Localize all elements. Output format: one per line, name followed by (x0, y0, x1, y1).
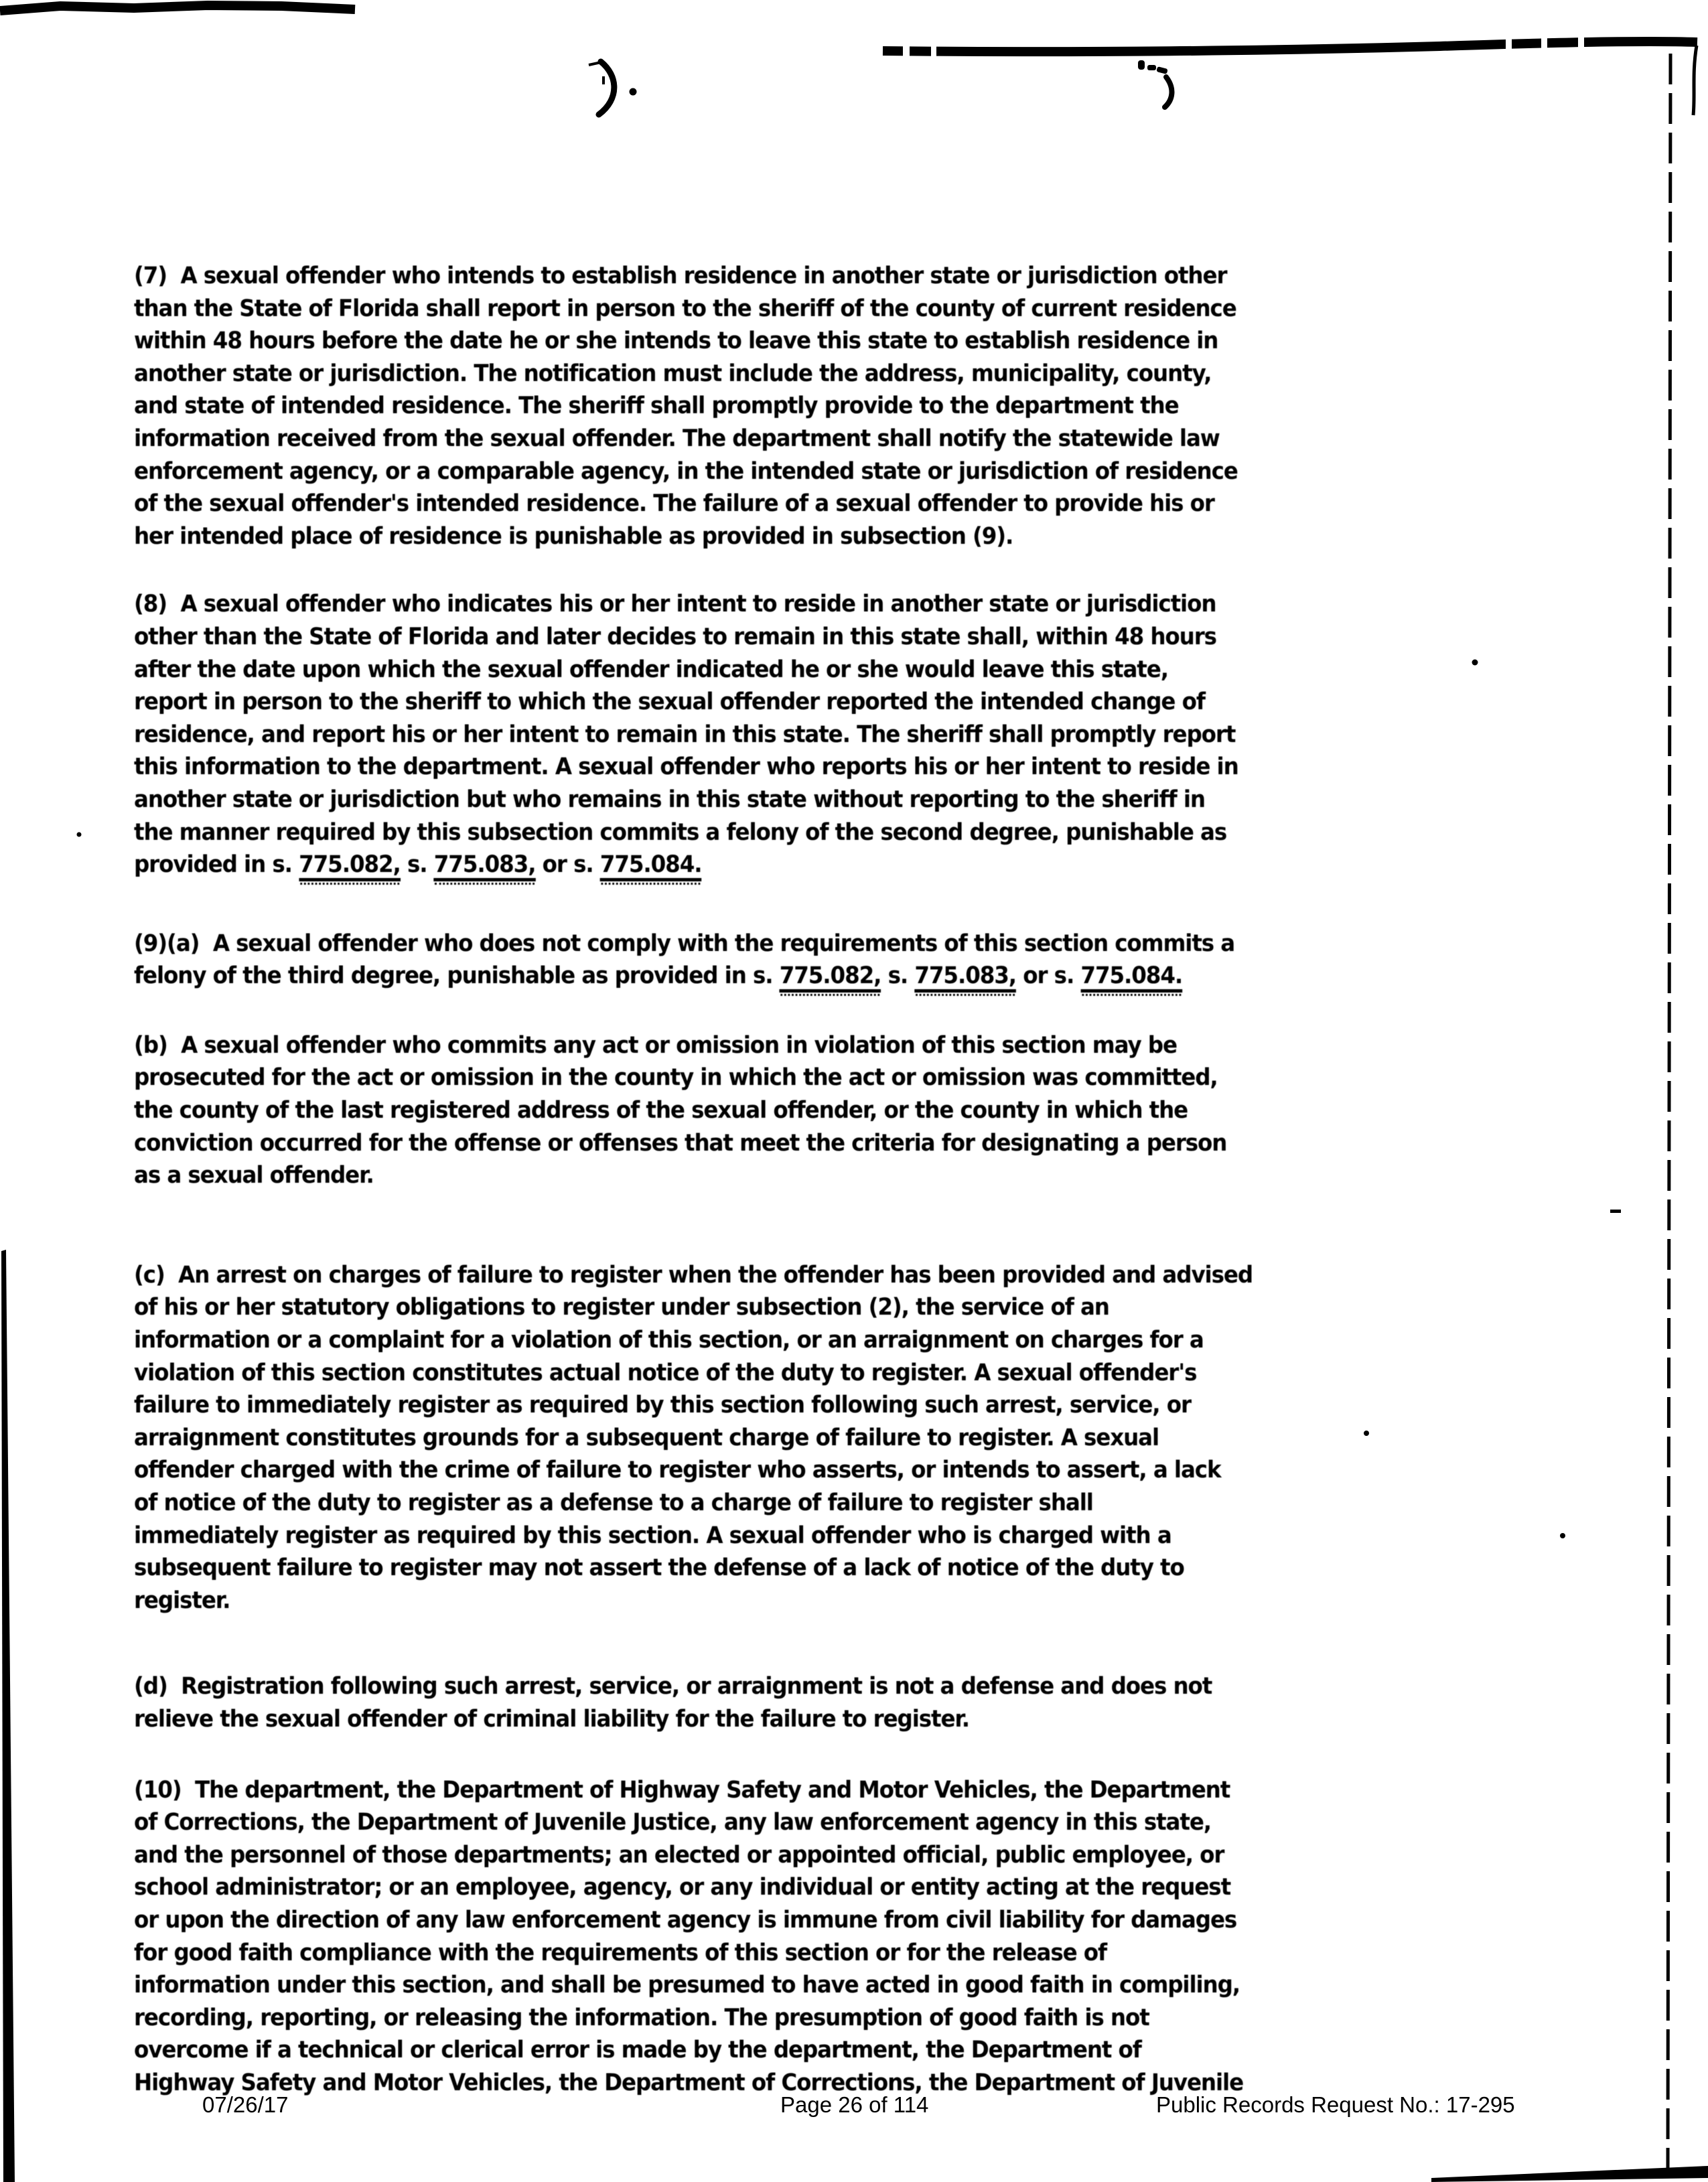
text-line: (c) An arrest on charges of failure to register when the offender has been provided and advised (134, 1261, 1253, 1289)
paragraph-b (134, 1029, 1567, 1192)
text-line: failure to immediately register as required by this section following such arrest, service, or (134, 1392, 1191, 1419)
paragraph-7 (134, 260, 1567, 553)
text-line: (10) The department, the Department of Highway Safety and Motor Vehicles, the Department (134, 1776, 1230, 1804)
bottom-right-scan-smear (1431, 2166, 1708, 2182)
top-right-line-hook (1693, 46, 1697, 115)
text-line: information or a complaint for a violation of this section, or an arraignment on charges for a (134, 1327, 1204, 1354)
footer-date: 07/26/17 (202, 2092, 289, 2117)
statute-citation: 775.082, (299, 851, 401, 881)
text-line: information received from the sexual offender. The department shall notify the statewide law (134, 425, 1220, 452)
statute-citation: 775.082, (780, 962, 881, 993)
text-line: register. (134, 1587, 230, 1614)
paragraph-10 (134, 1774, 1567, 2100)
text-line: recording, reporting, or releasing the information. The presumption of good faith is not (134, 2004, 1149, 2031)
statute-citation: 775.084. (1080, 962, 1182, 993)
text-line: her intended place of residence is punishable as provided in subsection (9). (134, 522, 1013, 550)
text-line: the county of the last registered address of the sexual offender, or the county in which the (134, 1097, 1188, 1124)
top-right-scan-line (883, 42, 1697, 52)
text-line: violation of this section constitutes actual notice of the duty to register. A sexual offender's (134, 1359, 1197, 1386)
statute-citation: 775.083, (434, 851, 536, 881)
text-line: Highway Safety and Motor Vehicles, the Department of Corrections, the Department of Juvenile (134, 2069, 1244, 2096)
text-line: of notice of the duty to register as a defense to a charge of failure to register shall (134, 1489, 1093, 1516)
top-right-scan-line-gaps (903, 32, 1584, 59)
document-body (134, 260, 1567, 2100)
text-line: than the State of Florida shall report in person to the sheriff of the county of current residence (134, 295, 1236, 322)
text-line: of the sexual offender's intended residence. The failure of a sexual offender to provide his or (134, 490, 1214, 518)
text-line: school administrator; or an employee, agency, or any individual or entity acting at the request (134, 1874, 1231, 1901)
text-line: or upon the direction of any law enforcement agency is immune from civil liability for damages (134, 1906, 1237, 1934)
curve-scan-mark (1138, 60, 1171, 107)
text-line: another state or jurisdiction but who remains in this state without reporting to the sheriff in (134, 786, 1205, 813)
text-line: of Corrections, the Department of Juvenile Justice, any law enforcement agency in this state, (134, 1809, 1212, 1836)
paragraph-d (134, 1670, 1567, 1735)
statute-citation: 775.084. (600, 851, 702, 881)
text-line: (9)(a) A sexual offender who does not comply with the requirements of this section commits a (134, 930, 1235, 957)
text-line: (d) Registration following such arrest, service, or arraignment is not a defense and does not (134, 1673, 1212, 1700)
text-line: residence, and report his or her intent to remain in this state. The sheriff shall promptly report (134, 721, 1236, 748)
paragraph-8 (134, 588, 1567, 881)
text-line: of his or her statutory obligations to register under subsection (2), the service of an (134, 1294, 1109, 1321)
statute-citation: 775.083, (914, 962, 1016, 993)
footer-page-number: Page 26 of 114 (780, 2092, 929, 2117)
text-line: within 48 hours before the date he or she intends to leave this state to establish residence in (134, 328, 1218, 355)
text-line: arraignment constitutes grounds for a subsequent charge of failure to register. A sexual (134, 1424, 1159, 1451)
text-line: report in person to the sheriff to which the sexual offender reported the intended change of (134, 688, 1205, 716)
paragraph-c (134, 1259, 1567, 1617)
text-line: subsequent failure to register may not assert the defense of a lack of notice of the duty to (134, 1554, 1184, 1582)
text-line: felony of the third degree, punishable as provided in s. 775.082, s. 775.083, or s. 775.084. (134, 960, 1567, 993)
footer-request-number: Public Records Request No.: 17-295 (1156, 2092, 1515, 2117)
paren-scan-mark (589, 62, 637, 115)
paragraph-9a (134, 928, 1567, 993)
text-line: (8) A sexual offender who indicates his or her intent to reside in another state or jurisdiction (134, 591, 1216, 618)
text-line: the manner required by this subsection commits a felony of the second degree, punishable as (134, 818, 1227, 846)
text-line: and state of intended residence. The sheriff shall promptly provide to the department the (134, 392, 1179, 420)
text-line: after the date upon which the sexual offender indicated he or she would leave this state, (134, 656, 1168, 683)
text-line: relieve the sexual offender of criminal liability for the failure to register. (134, 1705, 969, 1733)
top-left-scan-smear (0, 5, 355, 11)
text-line: and the personnel of those departments; an elected or appointed official, public employee, or (134, 1841, 1224, 1869)
text-line: another state or jurisdiction. The notification must include the address, municipality, county, (134, 360, 1212, 387)
text-line: overcome if a technical or clerical error is made by the department, the Department of (134, 2037, 1141, 2064)
text-line: provided in s. 775.082, s. 775.083, or s. 775.084. (134, 849, 1567, 881)
text-line: other than the State of Florida and later decides to remain in this state shall, within 48 hours (134, 623, 1216, 650)
text-line: information under this section, and shall be presumed to have acted in good faith in compiling, (134, 1972, 1240, 1999)
text-line: (b) A sexual offender who commits any act or omission in violation of this section may be (134, 1031, 1177, 1059)
text-line: prosecuted for the act or omission in the county in which the act or omission was committed, (134, 1064, 1218, 1092)
left-edge-scan-bar (1, 1250, 15, 2182)
text-line: as a sexual offender. (134, 1162, 374, 1189)
text-line: for good faith compliance with the requirements of this section or for the release of (134, 1939, 1107, 1966)
text-line: this information to the department. A sexual offender who reports his or her intent to reside in (134, 753, 1238, 781)
text-line: (7) A sexual offender who intends to establish residence in another state or jurisdiction other (134, 263, 1227, 289)
page-footer (0, 2092, 1708, 2132)
text-line: offender charged with the crime of failure to register who asserts, or intends to assert, a lack (134, 1457, 1221, 1484)
text-line: enforcement agency, or a comparable agency, in the intended state or jurisdiction of residence (134, 457, 1238, 485)
text-line: immediately register as required by this section. A sexual offender who is charged with a (134, 1522, 1171, 1549)
text-line: conviction occurred for the offense or offenses that meet the criteria for designating a person (134, 1129, 1227, 1157)
right-edge-dashed-line (1668, 54, 1670, 2169)
